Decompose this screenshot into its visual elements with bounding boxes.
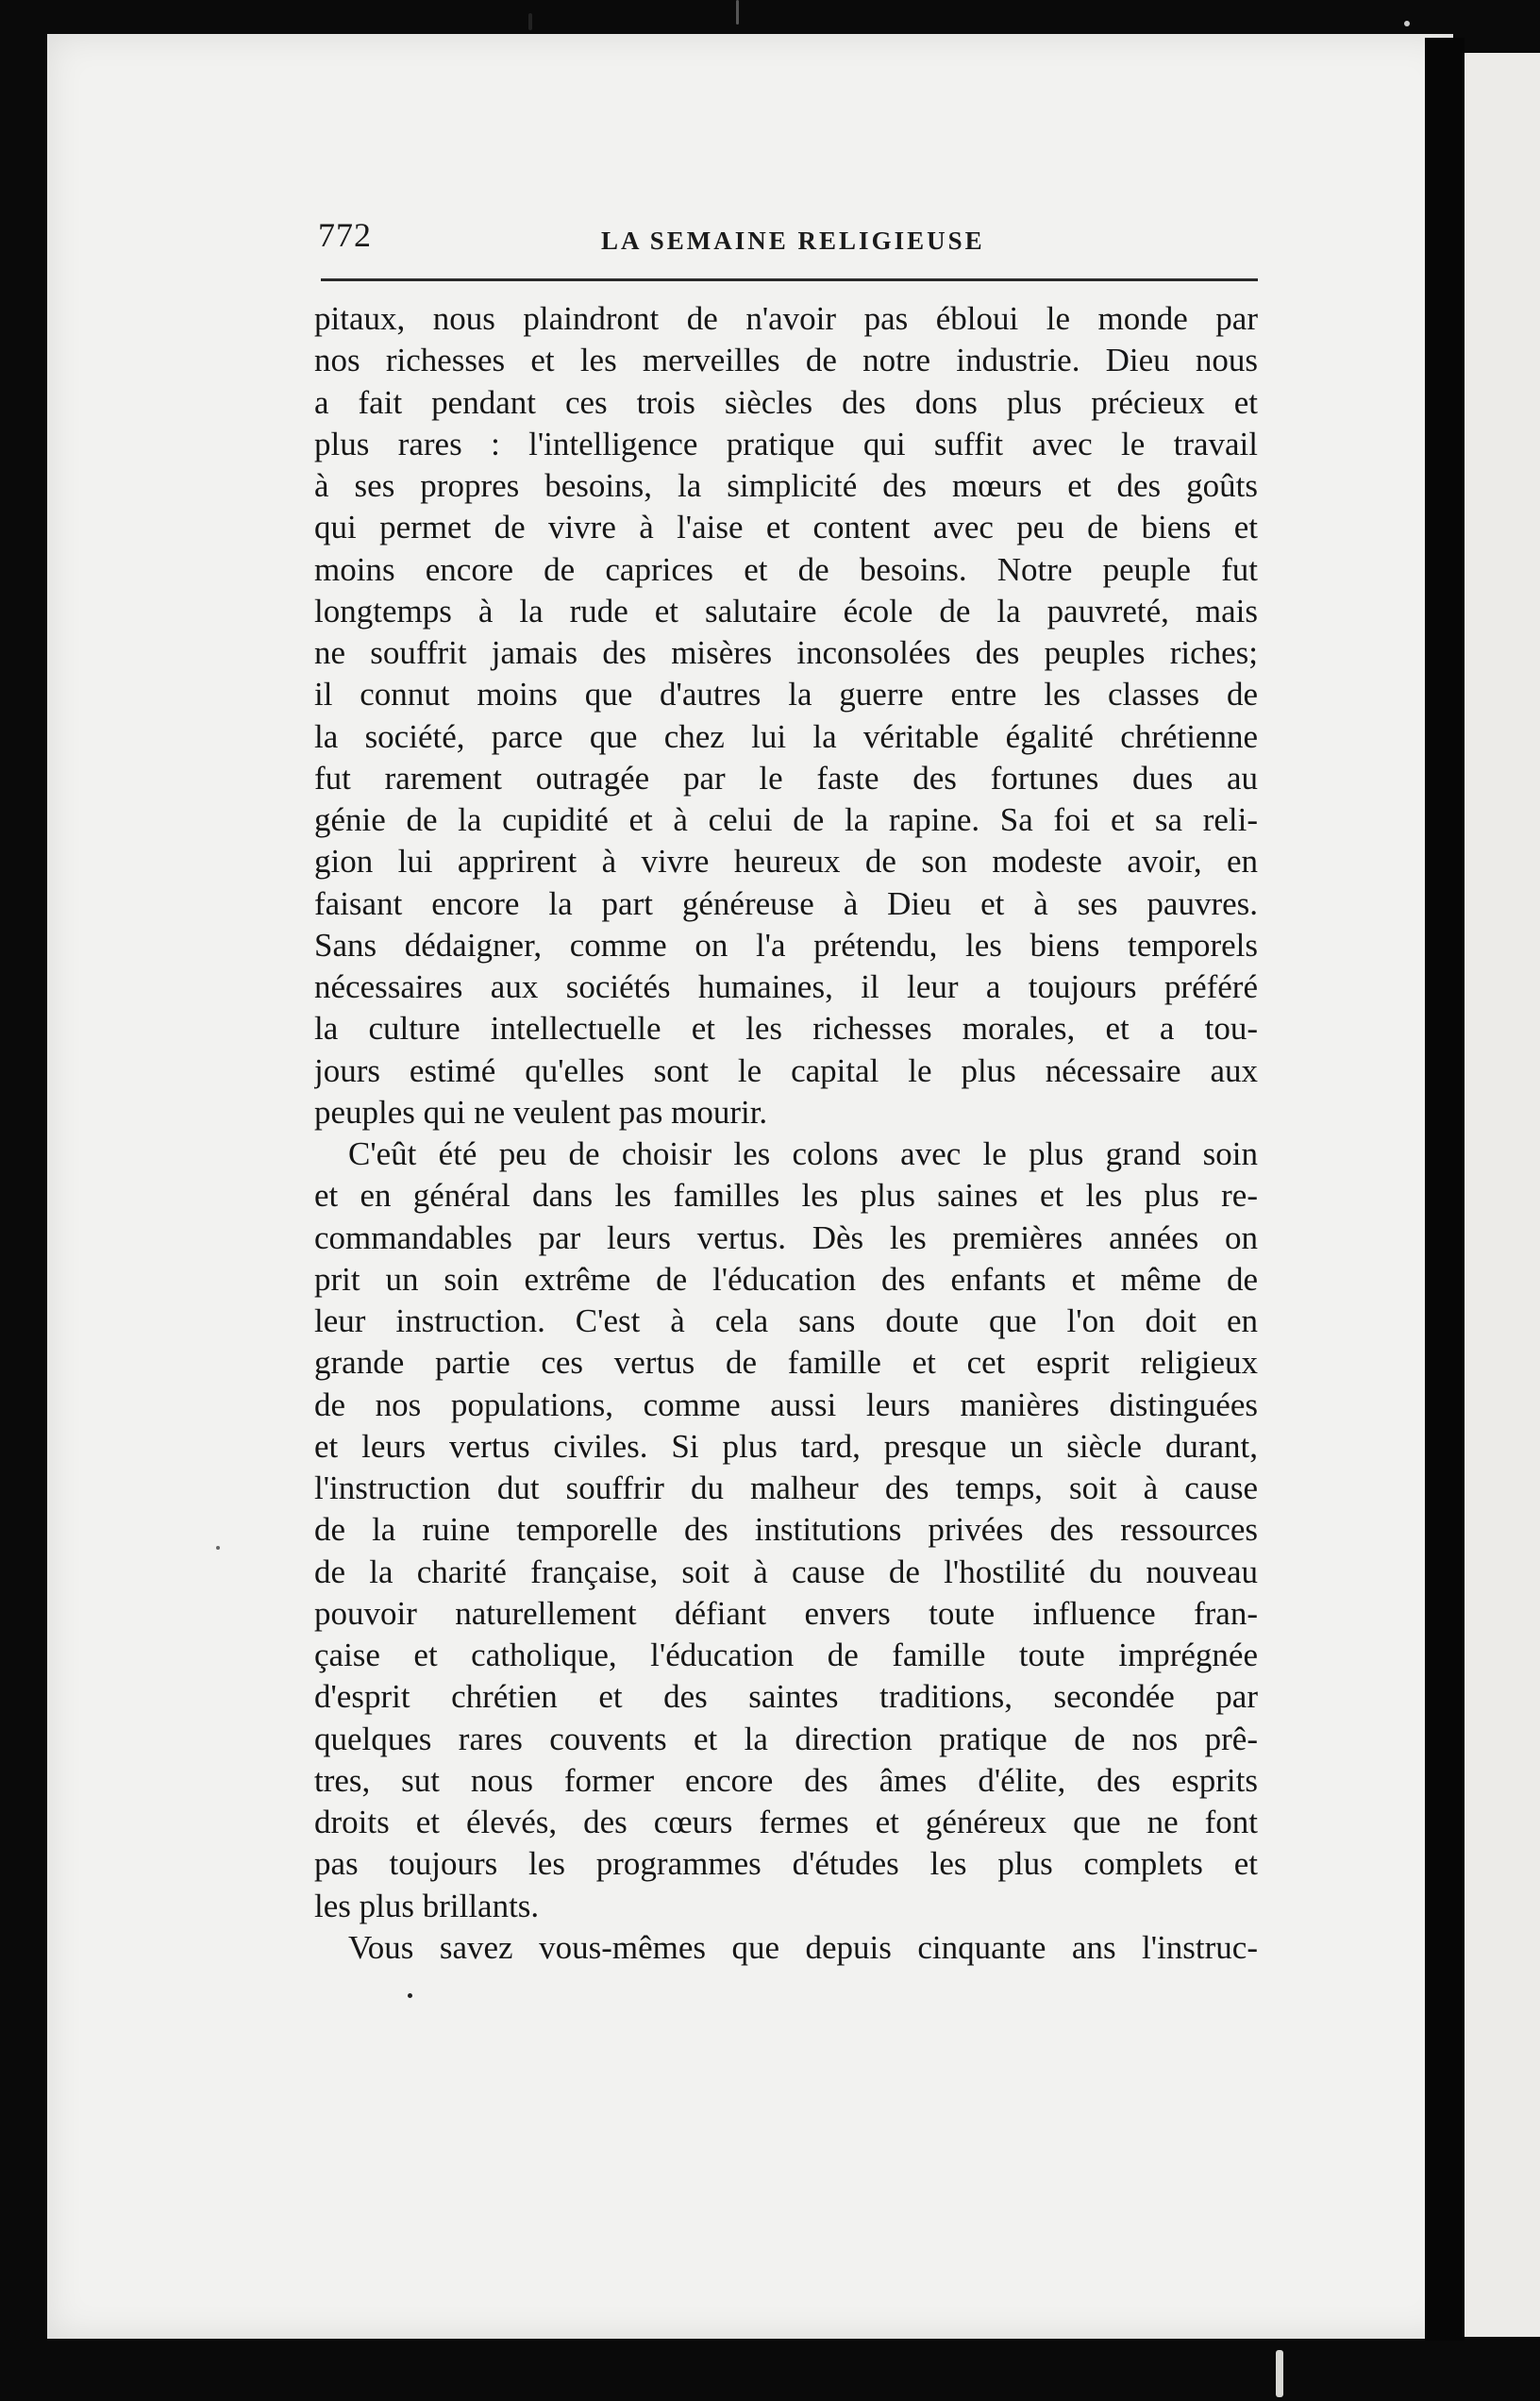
- facing-page-edge: [1465, 53, 1540, 2337]
- page-gutter: [1425, 38, 1465, 2341]
- text-line: longtemps à la rude et salutaire école de la pauvreté, mais: [314, 592, 1258, 630]
- text-line: génie de la cupidité et à celui de la rapine. Sa foi et sa reli-: [314, 801, 1258, 838]
- text-line: grande partie ces vertus de famille et cet esprit religieux: [314, 1344, 1258, 1382]
- text-line: C'eût été peu de choisir les colons avec le plus grand soin: [348, 1135, 1258, 1172]
- scan-speck: [408, 1993, 412, 1998]
- scan-speck: [1276, 2350, 1283, 2397]
- text-line: plus rares : l'intelligence pratique qui suffit avec le travail: [314, 425, 1258, 462]
- text-line: et leurs vertus civiles. Si plus tard, presque un siècle durant,: [314, 1427, 1258, 1465]
- text-line: à ses propres besoins, la simplicité des mœurs et des goûts: [314, 467, 1258, 504]
- text-line: ne souffrit jamais des misères inconsolées des peuples riches;: [314, 634, 1258, 671]
- text-line: Vous savez vous-mêmes que depuis cinquante ans l'instruc-: [348, 1928, 1258, 1966]
- text-line: pitaux, nous plaindront de n'avoir pas ébloui le monde par: [314, 300, 1258, 337]
- text-line: d'esprit chrétien et des saintes traditions, secondée par: [314, 1678, 1258, 1716]
- text-line: prit un soin extrême de l'éducation des enfants et même de: [314, 1260, 1258, 1298]
- text-line: commandables par leurs vertus. Dès les premières années on: [314, 1218, 1258, 1256]
- text-line: et en général dans les familles les plus saines et les plus re-: [314, 1177, 1258, 1215]
- text-line: fut rarement outragée par le faste des fortunes dues au: [314, 759, 1258, 797]
- running-title: LA SEMAINE RELIGIEUSE: [601, 227, 985, 255]
- text-line: la culture intellectuelle et les richesses morales, et a tou-: [314, 1010, 1258, 1048]
- text-line: qui permet de vivre à l'aise et content avec peu de biens et: [314, 509, 1258, 546]
- text-line: de nos populations, comme aussi leurs manières distinguées: [314, 1385, 1258, 1423]
- scan-speck: [528, 13, 532, 30]
- text-line: droits et élevés, des cœurs fermes et généreux que ne font: [314, 1804, 1258, 1840]
- scan-speck: [216, 1546, 220, 1550]
- text-line: l'instruction dut souffrir du malheur des temps, soit à cause: [314, 1469, 1258, 1506]
- text-line: quelques rares couvents et la direction pratique de nos prê-: [314, 1720, 1258, 1757]
- text-line: peuples qui ne veulent pas mourir.: [314, 1093, 768, 1131]
- scan-speck: [1404, 21, 1410, 26]
- text-line: de la charité française, soit à cause de l'hostilité du nouveau: [314, 1553, 1258, 1590]
- header-rule: [321, 278, 1258, 281]
- text-line: çaise et catholique, l'éducation de famille toute imprégnée: [314, 1637, 1258, 1673]
- text-line: il connut moins que d'autres la guerre entre les classes de: [314, 676, 1258, 714]
- text-line: la société, parce que chez lui la véritable égalité chrétienne: [314, 717, 1258, 755]
- text-line: les plus brillants.: [314, 1887, 540, 1924]
- text-line: pas toujours les programmes d'études les plus complets et: [314, 1845, 1258, 1883]
- text-line: faisant encore la part généreuse à Dieu et à ses pauvres.: [314, 884, 1258, 922]
- page-number: 772: [318, 216, 372, 254]
- body-text: [314, 298, 1258, 1969]
- scan-speck: [736, 0, 739, 25]
- text-line: jours estimé qu'elles sont le capital le plus nécessaire aux: [314, 1051, 1258, 1089]
- text-line: pouvoir naturellement défiant envers toute influence fran-: [314, 1594, 1258, 1632]
- text-line: Sans dédaigner, comme on l'a prétendu, les biens temporels: [314, 926, 1258, 964]
- text-line: nécessaires aux sociétés humaines, il leur a toujours préféré: [314, 968, 1258, 1005]
- text-line: de la ruine temporelle des institutions privées des ressources: [314, 1511, 1258, 1549]
- text-line: gion lui apprirent à vivre heureux de son modeste avoir, en: [314, 843, 1258, 881]
- text-line: nos richesses et les merveilles de notre industrie. Dieu nous: [314, 342, 1258, 379]
- text-line: tres, sut nous former encore des âmes d'élite, des esprits: [314, 1761, 1258, 1799]
- page-header: [318, 215, 1258, 272]
- text-line: moins encore de caprices et de besoins. Notre peuple fut: [314, 550, 1258, 588]
- text-line: a fait pendant ces trois siècles des dons plus précieux et: [314, 383, 1258, 421]
- text-line: leur instruction. C'est à cela sans doute que l'on doit en: [314, 1302, 1258, 1339]
